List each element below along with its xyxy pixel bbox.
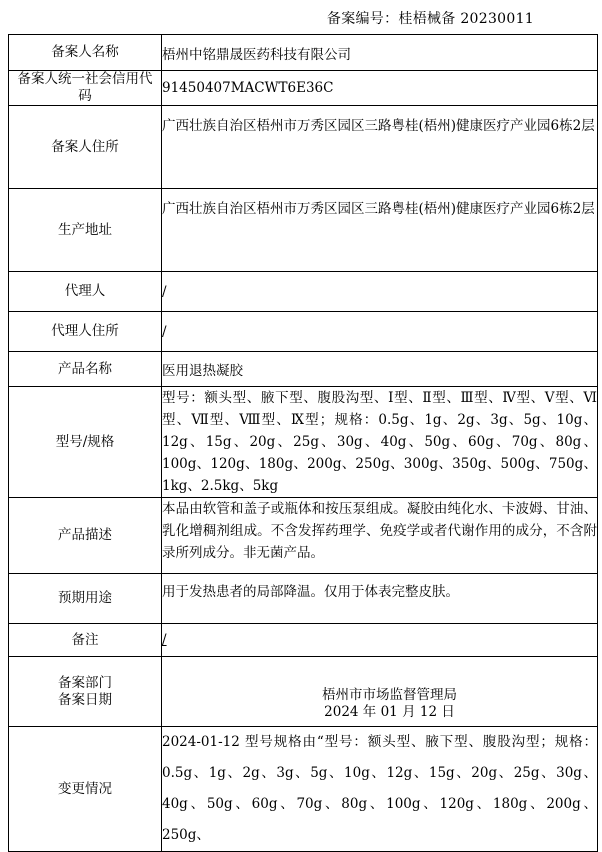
- label-agent-address: 代理人住所: [9, 312, 162, 352]
- label-credit-code: 备案人统一社会信用代码: [9, 71, 162, 106]
- label-agent: 代理人: [9, 272, 162, 312]
- row-agent-address: [9, 312, 598, 352]
- label-description: 产品描述: [9, 498, 162, 574]
- value-applicant-name: 梧州中铭鼎晟医药科技有限公司: [162, 35, 598, 71]
- label-production-address: 生产地址: [9, 189, 162, 272]
- label-changes: 变更情况: [9, 727, 162, 852]
- value-date: 2024 年 01 月 12 日: [324, 704, 455, 720]
- value-model-spec: 型号：额头型、腋下型、腹股沟型、Ⅰ型、Ⅱ型、Ⅲ型、Ⅳ型、Ⅴ型、Ⅵ型、Ⅶ型、Ⅷ型、Ⅸ型；规格：0.5g、1g、2g、3g、5g、10g、12g、15g、20g、25g、30g、40g、50g、60g、70g、80g、100g、120g、180g、200g、250g、300g、350g、500g、750g、1kg、2.5kg、5kg: [162, 387, 598, 498]
- label-date: 备案日期: [58, 691, 112, 708]
- row-agent: [9, 272, 598, 312]
- label-applicant-address: 备案人住所: [9, 106, 162, 189]
- row-product-name: [9, 352, 598, 387]
- filing-table: [8, 34, 598, 852]
- value-intended-use: 用于发热患者的局部降温。仅用于体表完整皮肤。: [162, 574, 598, 624]
- label-department-cell: [9, 657, 162, 727]
- value-credit-code: 91450407MACWT6E36C: [162, 71, 598, 106]
- record-number: 备案编号：桂梧械备 20230011: [326, 11, 534, 27]
- value-applicant-address: 广西壮族自治区梧州市万秀区园区三路粤桂(梧州)健康医疗产业园6栋2层: [162, 106, 598, 189]
- row-production-address: [9, 189, 598, 272]
- value-production-address: 广西壮族自治区梧州市万秀区园区三路粤桂(梧州)健康医疗产业园6栋2层: [162, 189, 598, 272]
- row-changes: [9, 727, 598, 852]
- row-credit-code: [9, 71, 598, 106]
- label-department: 备案部门: [58, 674, 112, 691]
- value-agent-address: /: [162, 312, 598, 352]
- row-intended-use: [9, 574, 598, 624]
- row-applicant-name: [9, 35, 598, 71]
- row-remarks: [9, 624, 598, 657]
- row-description: [9, 498, 598, 574]
- value-changes: 2024-01-12 型号规格由“型号：额头型、腋下型、腹股沟型；规格：0.5g、1g、2g、3g、5g、10g、12g、15g、20g、25g、30g、40g、50g、60g、70g、80g、100g、120g、180g、200g、250g、: [162, 727, 598, 852]
- value-remarks: /: [162, 632, 167, 648]
- label-remarks: 备注: [9, 624, 162, 657]
- value-department: 梧州市市场监督管理局: [322, 687, 457, 703]
- label-applicant-name: 备案人名称: [9, 35, 162, 71]
- label-product-name: 产品名称: [9, 352, 162, 387]
- value-department-cell: [162, 657, 598, 727]
- value-product-name: 医用退热凝胶: [162, 352, 598, 387]
- value-description: 本品由软管和盖子或瓶体和按压泵组成。凝胶由纯化水、卡波姆、甘油、乳化增稠剂组成。不含发挥药理学、免疫学或者代谢作用的成分，不含附录所列成分。非无菌产品。: [162, 498, 598, 574]
- value-agent: /: [162, 272, 598, 312]
- value-remarks-cell: [162, 624, 598, 657]
- row-model-spec: [9, 387, 598, 498]
- row-department: [9, 657, 598, 727]
- label-model-spec: 型号/规格: [9, 387, 162, 498]
- label-intended-use: 预期用途: [9, 574, 162, 624]
- row-applicant-address: [9, 106, 598, 189]
